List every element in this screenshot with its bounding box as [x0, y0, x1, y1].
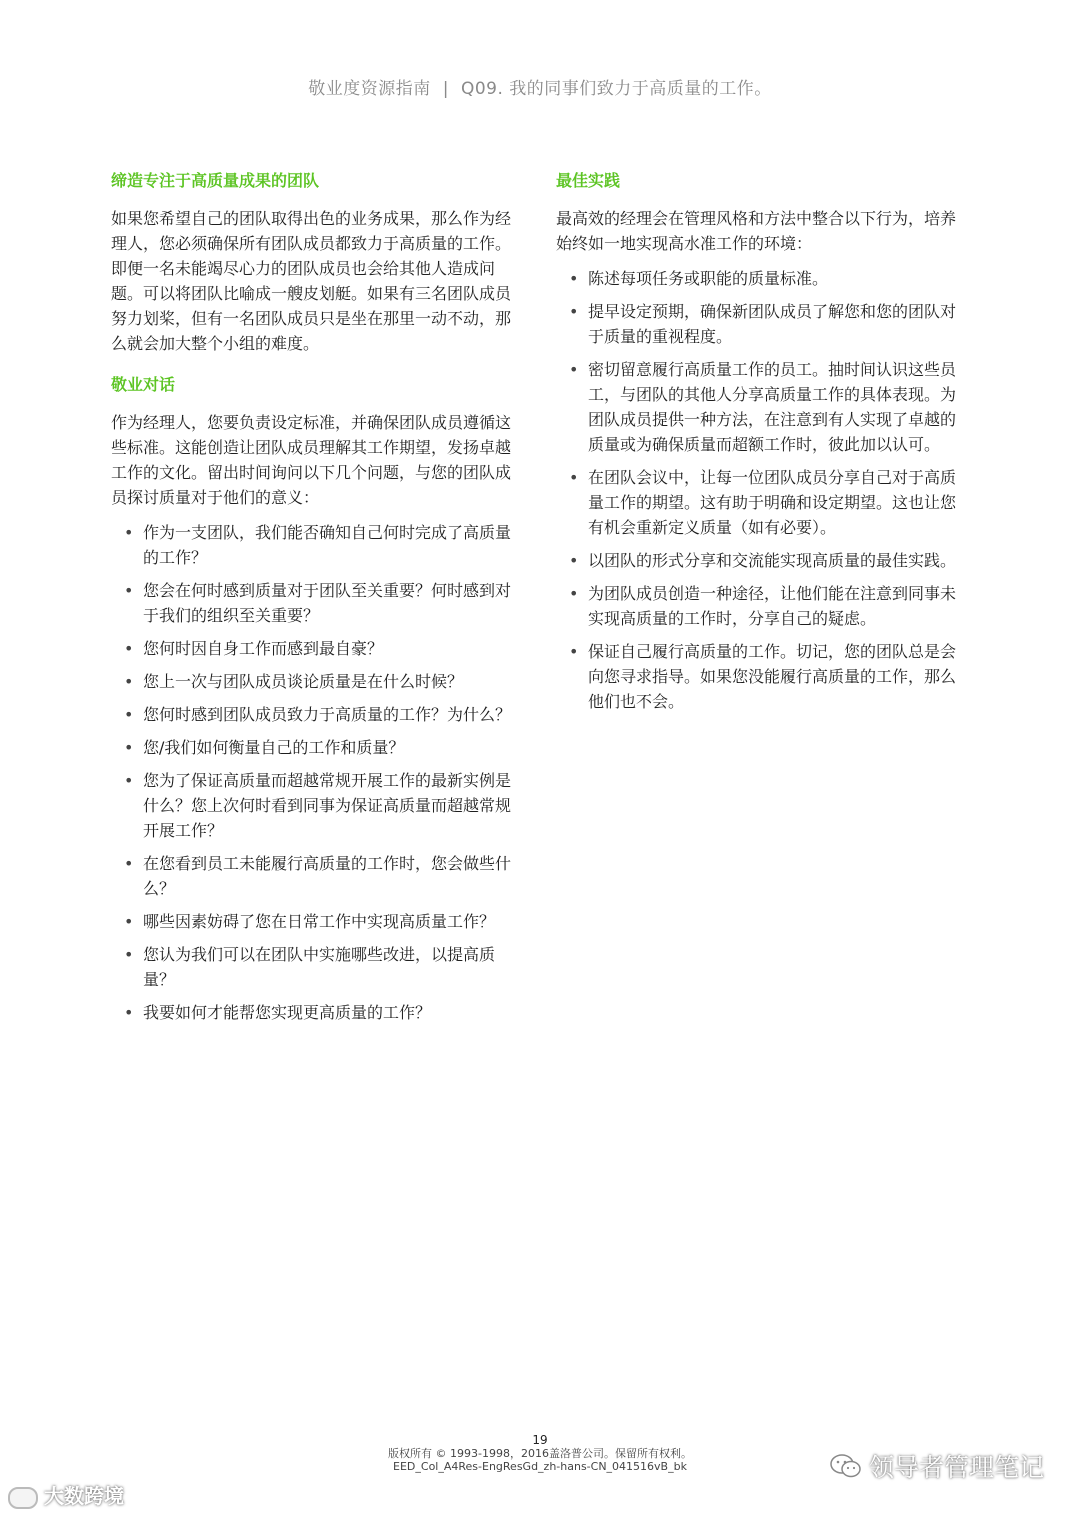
chat-bubble-icon [8, 1487, 38, 1509]
question-item-text: 您认为我们可以在团队中实施哪些改进，以提高质量？ [143, 945, 496, 989]
question-item [111, 735, 523, 760]
question-item-text: 您上一次与团队成员谈论质量是在什么时候？ [143, 672, 464, 691]
paragraph-team: 如果您希望自己的团队取得出色的业务成果，那么作为经理人，您必须确保所有团队成员都致力于高质量的工作。即便一名未能竭尽心力的团队成员也会给其他人造成问题。可以将团队比喻成一艘皮划艇。如果有三名团队成员努力划桨，但有一名团队成员只是坐在那里一动不动，那么就会加大整个小组的难度。 [111, 209, 512, 353]
bullet-dot: • [124, 705, 134, 724]
question-item-text: 我要如何才能帮您实现更高质量的工作？ [143, 1003, 432, 1022]
question-item [111, 520, 523, 570]
header-separator: | [442, 79, 449, 99]
bullet-dot: • [124, 581, 134, 600]
bullet-dot: • [569, 551, 579, 570]
practice-item [556, 581, 968, 631]
practice-item [556, 299, 968, 349]
practice-item [556, 266, 968, 291]
question-item-text: 您为了保证高质量而超越常规开展工作的最新实例是什么？您上次何时看到同事为保证高质量而超越常规开展工作？ [143, 771, 512, 840]
watermark-right [829, 1448, 1044, 1486]
practice-item [556, 465, 968, 540]
question-item [111, 909, 523, 934]
question-item [111, 636, 523, 661]
bullet-dot: • [124, 639, 134, 658]
question-item-text: 作为一支团队，我们能否确知自己何时完成了高质量的工作？ [143, 523, 512, 567]
right-column [556, 170, 968, 722]
practice-item [556, 639, 968, 714]
bullet-dot: • [569, 584, 579, 603]
practice-item-text: 保证自己履行高质量的工作。切记，您的团队总是会向您寻求指导。如果您没能履行高质量的工作，那么他们也不会。 [588, 642, 957, 711]
page-number: 19 [532, 1433, 548, 1447]
bullet-dot: • [124, 523, 134, 542]
bullet-dot: • [569, 642, 579, 661]
bullet-dot: • [569, 269, 579, 288]
question-list [111, 520, 523, 1025]
practice-item-text: 密切留意履行高质量工作的员工。抽时间认识这些员工，与团队的其他人分享高质量工作的具体表现。为团队成员提供一种方法，在注意到有人实现了卓越的质量或为确保质量而超额工作时，彼此加以认可。 [588, 360, 957, 454]
practice-list [556, 266, 968, 714]
practice-item [556, 548, 968, 573]
question-item [111, 1000, 523, 1025]
section-heading-team: 缔造专注于高质量成果的团队 [111, 171, 320, 190]
practice-item-text: 以团队的形式分享和交流能实现高质量的最佳实践。 [588, 551, 957, 570]
copyright-line: 版权所有 © 1993-1998，2016盖洛普公司。保留所有权利。 [388, 1447, 692, 1460]
bullet-dot: • [124, 912, 134, 931]
question-item-text: 哪些因素妨碍了您在日常工作中实现高质量工作？ [143, 912, 496, 931]
question-item-text: 您会在何时感到质量对于团队至关重要？何时感到对于我们的组织至关重要？ [143, 581, 512, 625]
question-item-text: 您/我们如何衡量自己的工作和质量？ [143, 738, 405, 757]
watermark-left [8, 1480, 124, 1509]
bullet-dot: • [124, 1003, 134, 1022]
practice-item [556, 357, 968, 457]
practice-item-text: 为团队成员创造一种途径，让他们能在注意到同事未实现高质量的工作时，分享自己的疑虑。 [588, 584, 957, 628]
watermark-left-text: 大数跨境 [44, 1484, 124, 1508]
practice-item-text: 在团队会议中，让每一位团队成员分享自己对于高质量工作的期望。这有助于明确和设定期望。这也让您有机会重新定义质量（如有必要）。 [588, 468, 957, 537]
question-item [111, 942, 523, 992]
paragraph-best-practice: 最高效的经理会在管理风格和方法中整合以下行为，培养始终如一地实现高水准工作的环境： [556, 209, 957, 253]
question-item [111, 578, 523, 628]
section-heading-dialogue: 敬业对话 [111, 375, 176, 394]
bullet-dot: • [569, 360, 579, 379]
question-item-text: 您何时感到团队成员致力于高质量的工作？为什么？ [143, 705, 512, 724]
bullet-dot: • [124, 945, 134, 964]
question-item-text: 您何时因自身工作而感到最自豪？ [143, 639, 384, 658]
question-item [111, 669, 523, 694]
question-item [111, 851, 523, 901]
question-item [111, 768, 523, 843]
bullet-dot: • [569, 468, 579, 487]
bullet-dot: • [124, 738, 134, 757]
header-guide-title: 敬业度资源指南 [308, 79, 431, 99]
bullet-dot: • [124, 854, 134, 873]
section-heading-best-practice: 最佳实践 [556, 171, 621, 190]
practice-item-text: 提早设定预期，确保新团队成员了解您和您的团队对于质量的重视程度。 [588, 302, 957, 346]
bullet-dot: • [569, 302, 579, 321]
wechat-icon [829, 1452, 863, 1486]
question-item [111, 702, 523, 727]
practice-item-text: 陈述每项任务或职能的质量标准。 [588, 269, 829, 288]
header-question-title: Q09. 我的同事们致力于高质量的工作。 [460, 79, 772, 99]
watermark-right-text: 领导者管理笔记 [868, 1453, 1044, 1482]
bullet-dot: • [124, 771, 134, 790]
running-header [0, 74, 1080, 99]
paragraph-dialogue: 作为经理人，您要负责设定标准，并确保团队成员遵循这些标准。这能创造让团队成员理解其工作期望，发扬卓越工作的文化。留出时间询问以下几个问题，与您的团队成员探讨质量对于他们的意义： [111, 413, 512, 507]
document-code: EED_Col_A4Res-EngResGd_zh-hans-CN_041516vB_bk [393, 1460, 687, 1473]
left-column [111, 170, 523, 1033]
bullet-dot: • [124, 672, 134, 691]
question-item-text: 在您看到员工未能履行高质量的工作时，您会做些什么？ [143, 854, 512, 898]
